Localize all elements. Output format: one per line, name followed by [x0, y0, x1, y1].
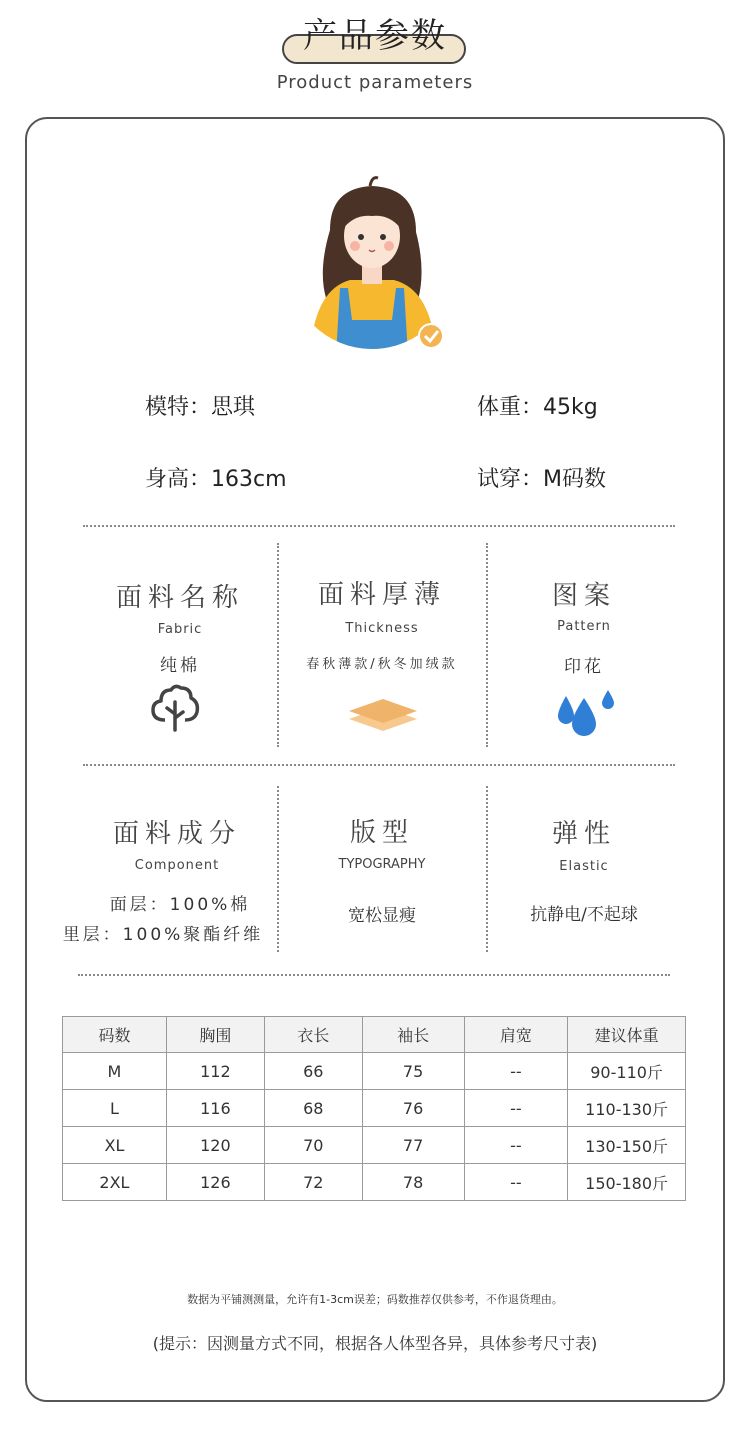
pattern-value: 印花	[564, 657, 604, 677]
thickness-title: 面料厚薄	[317, 580, 446, 610]
table-cell: 90-110斤	[568, 1053, 686, 1090]
elastic-title: 弹性	[551, 819, 616, 849]
page-subtitle: Product parameters	[276, 72, 474, 93]
table-cell: 68	[264, 1090, 362, 1127]
typography-title: 版型	[349, 818, 414, 848]
table-row	[63, 1053, 686, 1090]
thickness-en: Thickness	[345, 621, 419, 636]
table-cell: XL	[63, 1127, 167, 1164]
table-cell: 130-150斤	[568, 1127, 686, 1164]
table-cell: L	[63, 1090, 167, 1127]
table-cell: 77	[362, 1127, 464, 1164]
table-cell: 110-130斤	[568, 1090, 686, 1127]
table-header-cell: 衣长	[264, 1017, 362, 1053]
page-title: 产品参数	[303, 16, 447, 56]
table-row	[63, 1127, 686, 1164]
water-drops-icon	[554, 688, 618, 740]
typography-en: TYPOGRAPHY	[338, 857, 426, 872]
model-weight: 体重：45kg	[477, 395, 598, 420]
table-header-cell: 肩宽	[464, 1017, 568, 1053]
measurement-note: 数据为平铺测测量，允许有1-3cm误差；码数推荐仅供参考，不作退货理由。	[187, 1293, 563, 1306]
component-title: 面料成分	[112, 819, 241, 849]
component-line-1: 面层：100%棉	[109, 895, 251, 915]
table-header-cell: 胸围	[166, 1017, 264, 1053]
table-row	[63, 1090, 686, 1127]
table-cell: 72	[264, 1164, 362, 1201]
fabric-en: Fabric	[157, 622, 203, 637]
table-row	[63, 1164, 686, 1201]
component-line-2: 里层：100%聚酯纤维	[62, 925, 264, 945]
table-cell: --	[464, 1053, 568, 1090]
table-cell: 2XL	[63, 1164, 167, 1201]
elastic-en: Elastic	[559, 859, 609, 874]
table-cell: --	[464, 1127, 568, 1164]
table-cell: 66	[264, 1053, 362, 1090]
model-name: 模特：思琪	[145, 395, 256, 420]
table-cell: 120	[166, 1127, 264, 1164]
table-cell: 150-180斤	[568, 1164, 686, 1201]
table-header-row	[63, 1017, 686, 1053]
pattern-title: 图案	[551, 581, 616, 611]
table-cell: 78	[362, 1164, 464, 1201]
table-header-cell: 码数	[63, 1017, 167, 1053]
model-height: 身高：163cm	[145, 467, 287, 492]
table-cell: --	[464, 1164, 568, 1201]
component-en: Component	[134, 858, 220, 873]
table-cell: M	[63, 1053, 167, 1090]
size-tip-note: (提示：因测量方式不同，根据各人体型各异，具体参考尺寸表)	[152, 1334, 598, 1353]
cotton-icon	[149, 680, 201, 732]
divider	[78, 974, 670, 976]
pattern-en: Pattern	[557, 619, 611, 634]
table-cell: 76	[362, 1090, 464, 1127]
model-size: 试穿：M码数	[477, 467, 606, 492]
typography-value: 宽松显瘦	[348, 906, 416, 926]
fabric-title: 面料名称	[115, 583, 244, 613]
divider	[83, 764, 675, 766]
model-avatar-icon	[300, 170, 450, 355]
layers-icon	[345, 693, 421, 735]
table-cell: 70	[264, 1127, 362, 1164]
divider	[83, 525, 675, 527]
table-cell: 75	[362, 1053, 464, 1090]
elastic-value: 抗静电/不起球	[530, 905, 638, 925]
table-cell: 116	[166, 1090, 264, 1127]
table-cell: 126	[166, 1164, 264, 1201]
fabric-value: 纯棉	[160, 656, 200, 676]
table-cell: 112	[166, 1053, 264, 1090]
table-header-cell: 建议体重	[568, 1017, 686, 1053]
thickness-value: 春秋薄款/秋冬加绒款	[306, 657, 458, 672]
size-table	[62, 1016, 686, 1201]
table-header-cell: 袖长	[362, 1017, 464, 1053]
divider	[486, 543, 488, 747]
table-cell: --	[464, 1090, 568, 1127]
